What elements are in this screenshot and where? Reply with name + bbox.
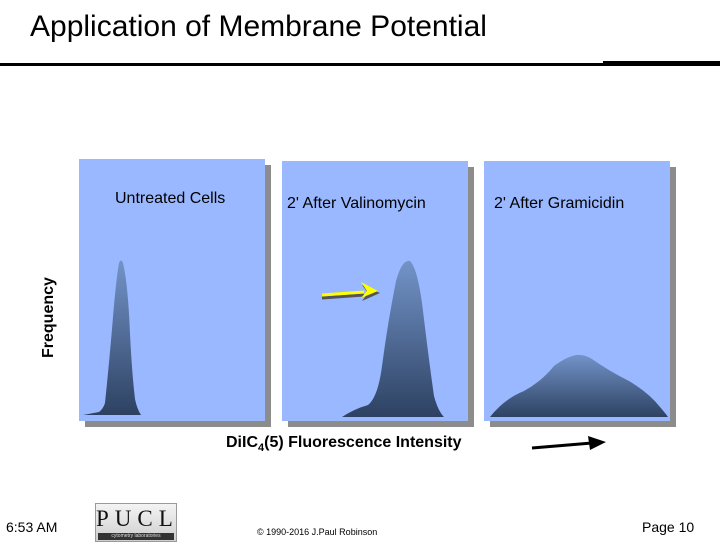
histogram-panel-gramicidin	[484, 161, 670, 421]
panel-label-gramicidin: 2' After Gramicidin	[494, 195, 625, 212]
intensity-arrow-icon	[530, 433, 610, 457]
slide-title: Application of Membrane Potential	[30, 10, 487, 43]
panel-label-valinomycin: 2' After Valinomycin	[287, 195, 426, 212]
pucl-logo	[95, 503, 177, 542]
footer-time: 6:53 AM	[6, 519, 58, 535]
logo-text: PUCL	[96, 506, 179, 531]
footer-copyright: © 1990-2016 J.Paul Robinson	[257, 527, 378, 537]
shift-arrow-icon	[322, 282, 380, 301]
logo-subtitle: cytometry laboratories	[98, 533, 174, 540]
panel-label-untreated: Untreated Cells	[115, 190, 226, 207]
title-rule-accent	[603, 61, 720, 63]
histogram-peak-valinomycin	[342, 261, 444, 417]
footer-page-number: Page 10	[642, 519, 695, 535]
title-rule	[0, 63, 720, 66]
histogram-peak-gramicidin	[490, 355, 668, 417]
axis-label-subscript: 4	[258, 442, 265, 455]
axis-label-main: DiIC	[226, 434, 258, 451]
histogram-panel-valinomycin	[282, 161, 468, 421]
histogram-peak-untreated	[83, 261, 141, 416]
axis-label-suffix: (5) Fluorescence Intensity	[264, 434, 462, 451]
fluorescence-axis-label	[226, 434, 462, 454]
frequency-axis-label: Frequency	[40, 277, 57, 358]
histogram-panel-untreated	[79, 159, 265, 421]
